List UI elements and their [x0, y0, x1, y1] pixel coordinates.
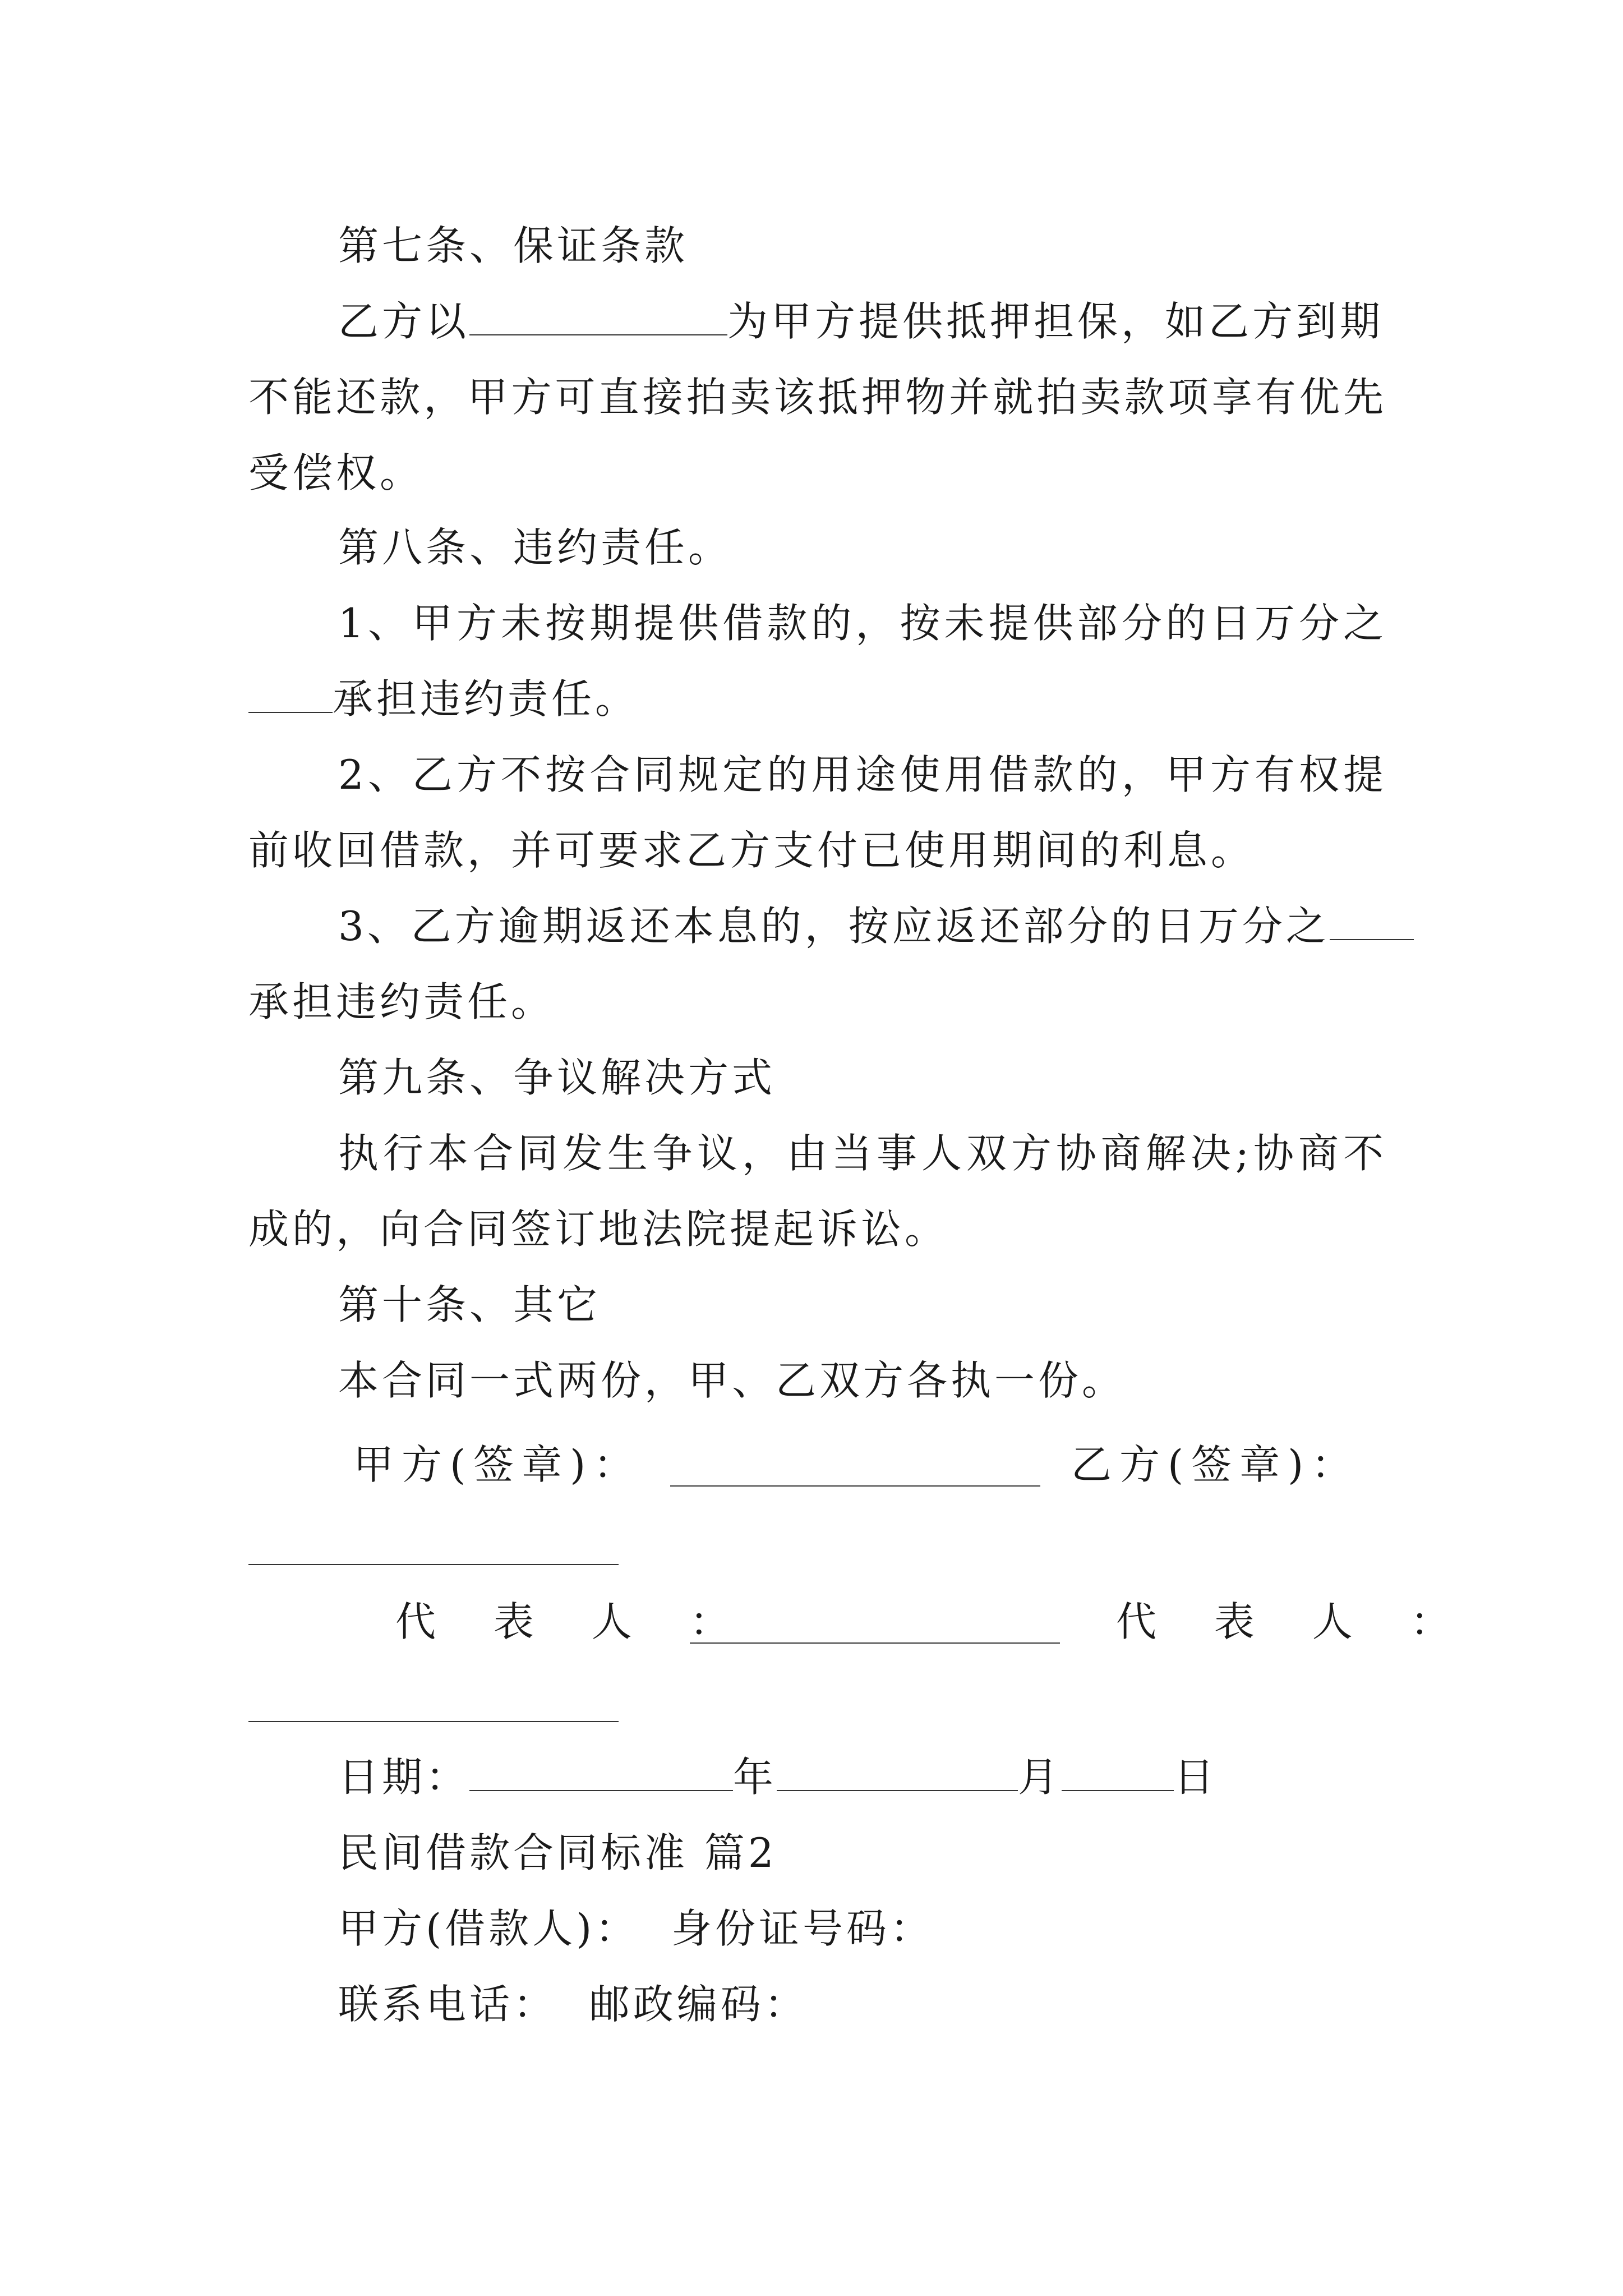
- article8-item3-line1: [338, 899, 1387, 953]
- rep-a-sign-line[interactable]: [690, 1642, 1060, 1644]
- month-blank[interactable]: [777, 1754, 1018, 1791]
- article7-paragraph-line1: [338, 295, 1387, 348]
- day-label: 日: [1174, 1754, 1218, 1801]
- article8-item1-line2: [248, 672, 1387, 726]
- rep-b-sign-line[interactable]: [248, 1721, 619, 1722]
- party-b-sign-line[interactable]: [248, 1564, 619, 1565]
- article10-heading: 第十条、其它: [338, 1281, 601, 1328]
- article10-paragraph: 本合同一式两份，甲、乙双方各执一份。: [338, 1357, 1126, 1404]
- article8-item3-line2: 承担违约责任。: [248, 978, 555, 1025]
- article8-heading: 第八条、违约责任。: [338, 524, 732, 571]
- article7-heading: 第七条、保证条款: [338, 222, 689, 269]
- contact-info-line: 联系电话： 邮政编码：: [338, 1981, 808, 2028]
- party-a-sign-line[interactable]: [670, 1485, 1040, 1487]
- article9-paragraph-line1: 执行本合同发生争议，由当事人双方协商解决;协商不: [338, 1130, 1387, 1177]
- rate-blank-a[interactable]: [248, 676, 333, 713]
- rep-b-label: 代 表 人 ：: [1116, 1598, 1473, 1645]
- article8-item2-line1: 2、乙方不按合同规定的用途使用借款的，甲方有权提: [338, 751, 1387, 798]
- article8-item1-line1: 1、甲方未按期提供借款的，按未提供部分的日万分之: [338, 600, 1387, 647]
- article9-paragraph-line2: 成的，向合同签订地法院提起诉讼。: [248, 1205, 949, 1253]
- collateral-blank[interactable]: [469, 298, 727, 335]
- date-label: 日期：: [338, 1754, 470, 1801]
- article7-p1-end: 为甲方提供抵押担保，如乙方到期: [727, 298, 1384, 345]
- party-a-sign-label: 甲方(签章)：: [353, 1441, 642, 1488]
- month-label: 月: [1018, 1754, 1062, 1801]
- section2-title: 民间借款合同标准 篇2: [338, 1829, 777, 1876]
- article7-p1-start: 乙方以: [338, 298, 470, 345]
- year-label: 年: [733, 1754, 777, 1801]
- article8-item3-l1-text: 3、乙方逾期返还本息的，按应返还部分的日万分之: [338, 903, 1330, 950]
- year-blank[interactable]: [469, 1754, 733, 1791]
- article8-item1-l2-text: 承担违约责任。: [333, 675, 639, 723]
- article7-paragraph-line2: 不能还款，甲方可直接拍卖该抵押物并就拍卖款项享有优先: [248, 374, 1387, 421]
- article8-item2-line2: 前收回借款，并可要求乙方支付已使用期间的利息。: [248, 827, 1255, 874]
- party-a-info-line: 甲方(借款人)： 身份证号码：: [338, 1905, 934, 1952]
- rep-a-label: 代 表 人 ：: [395, 1598, 753, 1645]
- article9-heading: 第九条、争议解决方式: [338, 1054, 776, 1101]
- article7-paragraph-line3: 受偿权。: [248, 449, 424, 496]
- rate-blank-b[interactable]: [1330, 903, 1414, 940]
- date-line: [338, 1750, 1292, 1804]
- party-b-sign-label: 乙方(签章)：: [1071, 1441, 1360, 1488]
- day-blank[interactable]: [1062, 1754, 1174, 1791]
